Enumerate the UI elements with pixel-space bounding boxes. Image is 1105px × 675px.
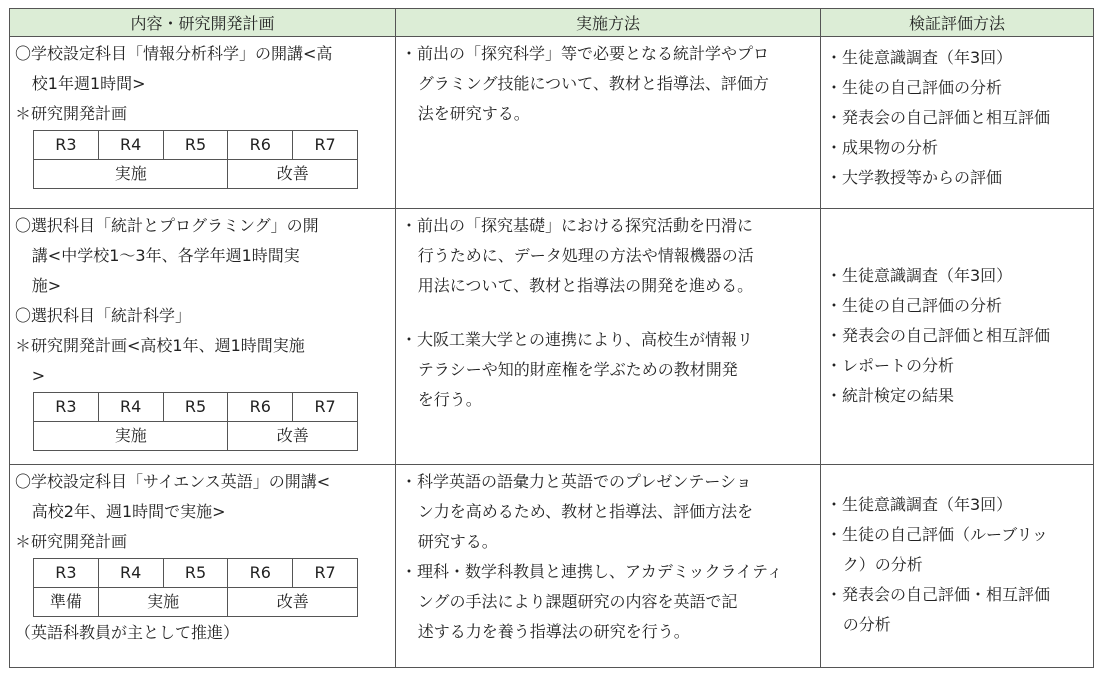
method-line: ・大阪工業大学との連携により、高校生が情報リ	[401, 330, 754, 349]
method-cell	[396, 209, 821, 465]
year-cell: R6	[228, 559, 293, 588]
method-line: 研究する。	[417, 532, 498, 551]
eval-line: ・レポートの分析	[826, 355, 955, 375]
method-line: グラミング技能について、教材と指導法、評価方	[417, 74, 769, 93]
eval-line: ・生徒意識調査（年3回）	[826, 48, 1013, 67]
year-cell: R6	[228, 131, 293, 160]
eval-cell	[821, 37, 1094, 209]
table-row	[10, 37, 1094, 209]
table-row	[10, 209, 1094, 465]
method-line: 述する力を養う指導法の研究を行う。	[417, 622, 690, 641]
eval-line: ク）の分析	[842, 555, 923, 574]
content-line: ＊研究開発計画	[15, 532, 128, 551]
content-line: 〇学校設定科目「情報分析科学」の開講<高	[15, 44, 333, 63]
method-line: 法を研究する。	[417, 104, 530, 123]
phase-cell: 改善	[228, 588, 358, 617]
method-cell	[396, 37, 821, 209]
schedule-table	[33, 558, 358, 617]
phase-cell: 実施	[34, 160, 228, 189]
eval-cell	[821, 465, 1094, 668]
content-line: 〇学校設定科目「サイエンス英語」の開講<	[15, 472, 331, 491]
content-cell	[10, 209, 396, 465]
content-line: 校1年週1時間>	[31, 74, 146, 93]
method-line: テラシーや知的財産権を学ぶための教材開発	[417, 360, 738, 379]
method-line: ・前出の「探究基礎」における探究活動を円滑に	[401, 216, 754, 235]
header-eval: 検証評価方法	[821, 9, 1094, 37]
year-cell: R5	[163, 559, 228, 588]
spacer	[401, 301, 815, 325]
method-line: 行うために、データ処理の方法や情報機器の活	[417, 246, 754, 265]
method-line: ン力を高めるため、教材と指導法、評価方法を	[417, 502, 754, 521]
header-row	[10, 9, 1094, 37]
year-cell: R3	[34, 131, 99, 160]
year-cell: R5	[163, 131, 228, 160]
content-line: 〇選択科目「統計科学」	[15, 306, 192, 325]
content-line: ＊研究開発計画<高校1年、週1時間実施	[15, 336, 305, 355]
content-cell	[10, 465, 396, 668]
year-cell: R3	[34, 393, 99, 422]
method-line: ・前出の「探究科学」等で必要となる統計学やプロ	[401, 44, 770, 63]
method-cell	[396, 465, 821, 668]
content-line: 高校2年、週1時間で実施>	[31, 502, 226, 521]
year-cell: R4	[98, 131, 163, 160]
method-line: ・理科・数学科教員と連携し、アカデミックライティ	[401, 562, 783, 581]
method-line: を行う。	[417, 390, 482, 409]
eval-line: ・発表会の自己評価と相互評価	[826, 325, 1051, 345]
phase-cell: 実施	[34, 422, 228, 451]
year-cell: R7	[293, 131, 358, 160]
phase-cell: 改善	[228, 422, 358, 451]
schedule-table	[33, 392, 358, 451]
eval-line: ・生徒の自己評価（ルーブリッ	[826, 525, 1048, 544]
eval-line: ・成果物の分析	[826, 138, 939, 157]
header-content: 内容・研究開発計画	[10, 9, 396, 37]
method-line: ・科学英語の語彙力と英語でのプレゼンテーショ	[401, 472, 752, 491]
eval-line: の分析	[842, 615, 891, 634]
year-cell: R7	[293, 559, 358, 588]
content-line: 〇選択科目「統計とプログラミング」の開	[15, 216, 319, 235]
content-line: ＊研究開発計画	[15, 104, 128, 123]
eval-cell	[821, 209, 1094, 465]
content-line: >	[31, 366, 46, 385]
year-cell: R7	[293, 393, 358, 422]
phase-cell: 改善	[228, 160, 358, 189]
eval-line: ・統計検定の結果	[826, 385, 955, 405]
year-cell: R3	[34, 559, 99, 588]
eval-line: ・生徒の自己評価の分析	[826, 295, 1003, 315]
phase-cell: 準備	[34, 588, 99, 617]
method-line: ングの手法により課題研究の内容を英語で記	[417, 592, 738, 611]
year-cell: R5	[163, 393, 228, 422]
content-line: 講<中学校1～3年、各学年週1時間実	[31, 246, 300, 265]
eval-line: ・生徒意識調査（年3回）	[826, 495, 1013, 514]
method-line: 用法について、教材と指導法の開発を進める。	[417, 276, 754, 295]
schedule-table	[33, 130, 358, 189]
content-line: 施>	[31, 276, 62, 295]
phase-cell: 実施	[98, 588, 228, 617]
content-cell	[10, 37, 396, 209]
plan-table	[9, 8, 1094, 668]
eval-line: ・生徒意識調査（年3回）	[826, 265, 1013, 285]
eval-line: ・発表会の自己評価・相互評価	[826, 585, 1051, 604]
year-cell: R6	[228, 393, 293, 422]
content-note: （英語科教員が主として推進）	[15, 623, 240, 642]
year-cell: R4	[98, 559, 163, 588]
eval-line: ・生徒の自己評価の分析	[826, 78, 1003, 97]
year-cell: R4	[98, 393, 163, 422]
table-row	[10, 465, 1094, 668]
eval-line: ・大学教授等からの評価	[826, 168, 1003, 187]
header-method: 実施方法	[396, 9, 821, 37]
eval-line: ・発表会の自己評価と相互評価	[826, 108, 1051, 127]
